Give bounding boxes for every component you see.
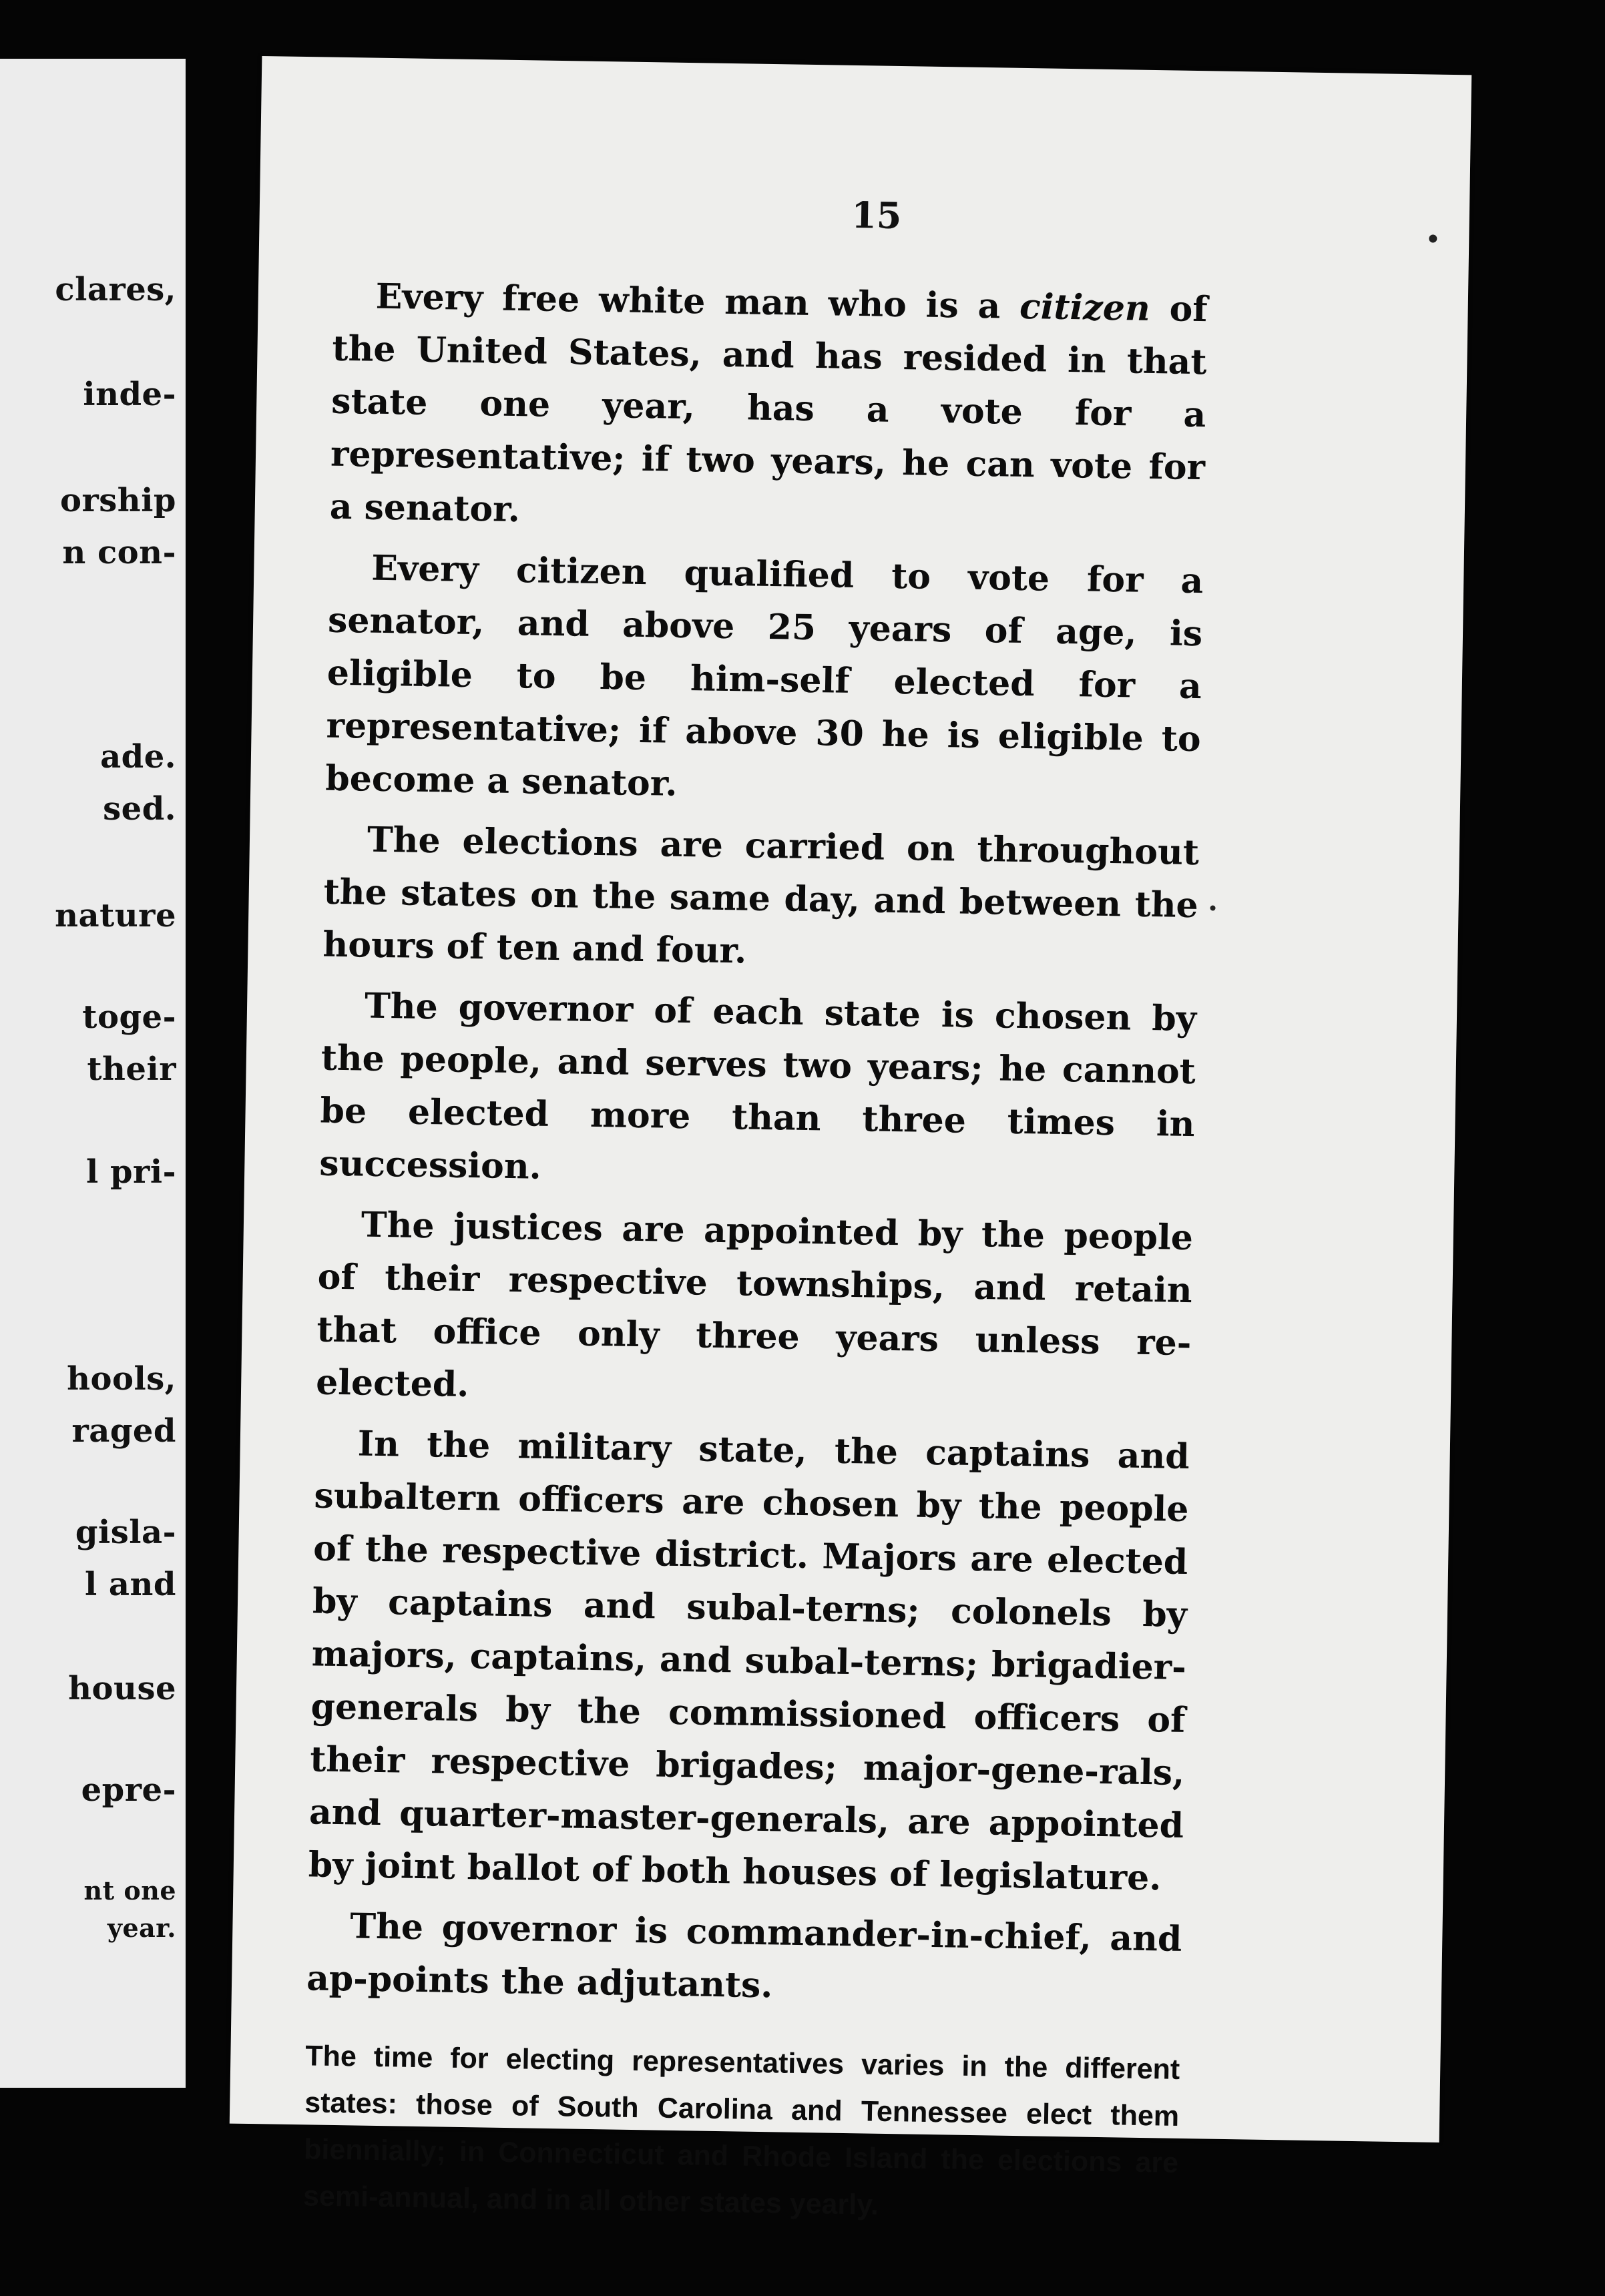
paragraph: In the military state, the captains and subaltern officers are chosen by the people of the respective district. Majors are elected by captains and subal-terns; colonels by majors, captains, and subal-terns; brigadier-generals by the commissioned officers of their respective brigades; major-gene-rals, and quarter-master-generals, are appointed by joint ballot of both houses of legislature. [308,1423,1190,1899]
scan-speck [1210,905,1216,910]
left-line: their [87,1051,176,1088]
left-line: inde- [83,376,176,413]
left-line: nt one [83,1876,176,1906]
left-line: raged [71,1412,176,1450]
left-page-fragment [0,59,186,2088]
paragraph: The justices are appointed by the people of their respective townships, and retain that office only three years unless re-elected. [315,1204,1194,1406]
paragraph: Every citizen qualified to vote for a senator, and above 25 years of age, is eligible to be him-self elected for a representative; if above 30 he is eligible to become a senator. [324,547,1204,804]
left-line: gisla- [75,1514,176,1551]
left-line: epre- [81,1771,176,1809]
left-line: nature [55,897,176,934]
left-line: hools, [67,1360,176,1398]
left-line: ade. [100,738,176,776]
page-body [303,270,1208,2233]
left-line: orship [59,482,176,519]
emphasized-word: citizen [1019,286,1151,329]
left-line: l pri- [86,1153,176,1191]
left-line: n con- [62,534,176,571]
paragraph: The elections are carried on throughout the states on the same day, and between the hours of ten and four. [322,819,1200,972]
paragraph: The governor is commander-in-chief, and ap-points the adjutants. [306,1906,1182,2006]
paragraph: Every free white man who is a citizen of the United States, and has resided in that state one year, has a vote for a representative; if two years, he can vote for a senator. [329,276,1208,531]
paragraph: The governor of each state is chosen by the people, and serves two years; he cannot be elected more than three times in succession. [318,985,1197,1187]
left-line: house [68,1670,176,1707]
footnote: The time for electing representatives varies in the different states: those of South Carolina and Tennessee elect them biennially; in Connecticut and Rhode Island the elections are semi-annual, and in all other states yearly. [302,2040,1180,2221]
left-line: toge- [82,998,176,1036]
left-line: l and [84,1566,176,1603]
left-line: clares, [55,271,176,308]
left-line: sed. [103,790,176,828]
book-page [230,56,1471,2221]
left-line: year. [107,1913,176,1943]
page-number: 15 [851,193,902,238]
